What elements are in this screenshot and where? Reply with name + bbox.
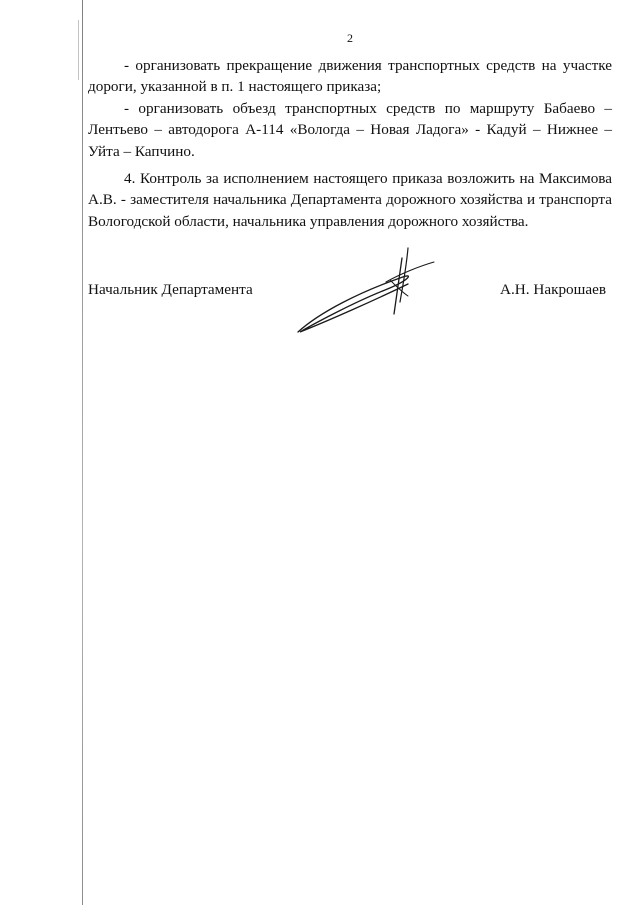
- paragraph-stop-traffic: - организовать прекращение движения транспортных средств на участке дороги, указанной в п. 1 настоящего приказа;: [88, 57, 612, 96]
- scan-edge-line: [82, 0, 83, 905]
- page-number: 2: [347, 31, 353, 45]
- paragraph-control: 4. Контроль за исполнением настоящего приказа возложить на Максимова А.В. - заместителя начальника Департамента дорожного хозяйства и транспорта Вологодской области, начальника управления дорожного хозяйства.: [88, 170, 612, 230]
- signatory-title: Начальник Департамента: [88, 281, 253, 298]
- handwritten-signature: [290, 240, 440, 340]
- signatory-name: А.Н. Накрошаев: [500, 281, 606, 298]
- paragraph-detour: - организовать объезд транспортных средств по маршруту Бабаево – Лентьево – автодорога А-114 «Вологда – Новая Ладога» - Кадуй – Нижнее – Уйта – Капчино.: [88, 99, 612, 160]
- scan-edge-mark: [78, 20, 79, 80]
- document-body: [88, 55, 612, 232]
